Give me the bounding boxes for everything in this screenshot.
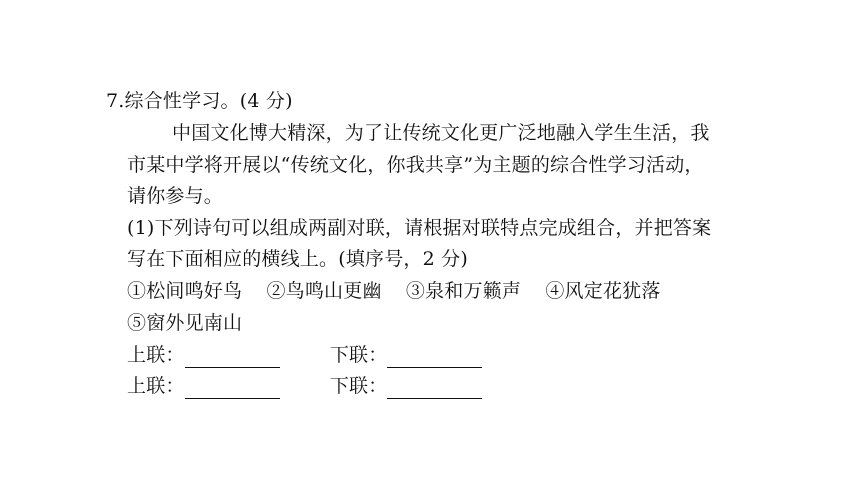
upper-couplet-blank-1[interactable] [185, 347, 280, 368]
option-3: ③泉和万籁声 [405, 280, 522, 302]
intro-line-3: 请你参与。 [127, 185, 224, 207]
answer-row-1 [127, 342, 482, 368]
question-title: 7.综合性学习。(4 分) [106, 90, 293, 112]
lower-couplet-label: 下联： [329, 375, 388, 397]
option-2: ②鸟鸣山更幽 [266, 280, 382, 302]
upper-couplet-label: 上联： [127, 344, 185, 366]
options-row [127, 278, 661, 304]
lower-couplet-label: 下联： [329, 344, 388, 366]
upper-couplet-blank-2[interactable] [185, 378, 280, 399]
option-1: ①松间鸣好鸟 [127, 280, 243, 302]
option-4: ④风定花犹落 [545, 280, 661, 302]
options-row-2 [127, 310, 242, 336]
answer-row-2 [127, 373, 482, 399]
intro-line-1: 中国文化博大精深，为了让传统文化更广泛地融入学生生活，我 [172, 122, 710, 144]
intro-line-2: 市某中学将开展以“传统文化，你我共享”为主题的综合性学习活动， [127, 154, 704, 176]
lower-couplet-blank-2[interactable] [387, 378, 482, 399]
option-5: ⑤窗外见南山 [127, 312, 243, 334]
upper-couplet-label: 上联： [127, 375, 185, 397]
subquestion-1-line-1: (1)下列诗句可以组成两副对联，请根据对联特点完成组合，并把答案 [127, 217, 712, 239]
subquestion-1-line-2: 写在下面相应的横线上。(填序号，2 分) [127, 248, 468, 270]
lower-couplet-blank-1[interactable] [387, 347, 482, 368]
